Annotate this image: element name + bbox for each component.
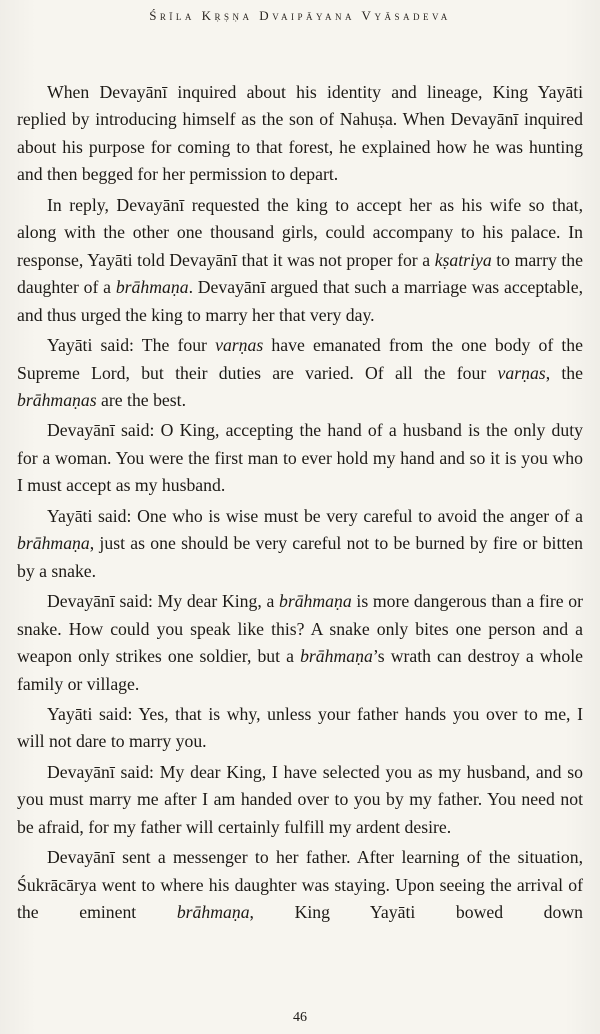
text-run: , just as one should be very careful not to be burned by fire or bitten by a snake. <box>17 533 583 581</box>
text-run: ’s wrath can destroy a whole family or village. <box>17 646 583 694</box>
paragraph <box>17 844 583 926</box>
paragraph <box>17 332 583 414</box>
italic-term: brāhmaṇa <box>278 591 352 612</box>
italic-term: brāhmaṇa <box>17 533 90 554</box>
text-run: are the best. <box>96 389 186 410</box>
text-run: , the <box>545 362 583 383</box>
paragraph <box>17 759 583 841</box>
italic-term: brāhmaṇa <box>176 902 250 923</box>
italic-term: brāhmaṇa <box>300 646 373 667</box>
text-run: is more dangerous than a fire or snake. How could you speak like this? A snake only bites one person and a weapon only strikes one soldier, but a <box>17 591 583 667</box>
text-run: Devayānī sent a messenger to her father. After learning of the situation, Śukrācārya went to where his daughter was staying. Upon seeing the arrival of the eminent <box>17 847 583 923</box>
running-head: Śrīla Kṛṣṇa Dvaipāyana Vyāsadeva <box>149 8 451 23</box>
text-run: . Devayānī argued that such a marriage was acceptable, and thus urged the king to marry her that very day. <box>17 277 584 325</box>
page-number: 46 <box>293 1010 307 1025</box>
body-text <box>17 79 583 930</box>
italic-term: kṣatriya <box>434 249 492 270</box>
paragraph <box>17 701 583 756</box>
italic-term: brāhmaṇa <box>115 277 189 298</box>
text-run: to marry the daughter of a <box>17 249 583 298</box>
paragraph <box>17 192 583 329</box>
paragraph <box>17 79 583 189</box>
italic-term: brāhmaṇas <box>17 389 97 410</box>
text-run: have emanated from the one body of the Supreme Lord, but their duties are varied. Of all the four <box>17 335 583 383</box>
paragraph <box>17 417 583 499</box>
paragraph <box>17 588 583 698</box>
paragraph <box>17 503 583 585</box>
text-run: Yayāti said: The four <box>47 335 216 356</box>
text-run: In reply, Devayānī requested the king to accept her as his wife so that, along with the other one thousand girls, could accompany to his palace. In response, Yayāti told Devayānī that it was not proper for a <box>17 194 583 270</box>
italic-term: varṇas <box>215 335 264 356</box>
text-run: Devayānī said: O King, accepting the hand of a husband is the only duty for a woman. You were the first man to ever hold my hand and so it is you who I must accept as my husband. <box>17 420 583 496</box>
text-run: Yayāti said: Yes, that is why, unless your father hands you over to me, I will not dare to marry you. <box>17 703 583 752</box>
text-run: Yayāti said: One who is wise must be very careful to avoid the anger of a <box>47 505 583 526</box>
text-run: Devayānī said: My dear King, a <box>47 591 279 612</box>
text-run: Devayānī said: My dear King, I have selected you as my husband, and so you must marry me after I am handed over to you by my father. You need not be afraid, for my father will certainly fulfill my ardent desire. <box>17 761 583 837</box>
text-run: When Devayānī inquired about his identity and lineage, King Yayāti replied by introducing himself as the son of Nahuṣa. When Devayānī inquired about his purpose for coming to that forest, he explained how he was hunting and then begged for her permission to depart. <box>17 82 583 185</box>
text-run: , King Yayāti bowed down <box>249 902 583 923</box>
italic-term: varṇas <box>497 362 546 383</box>
